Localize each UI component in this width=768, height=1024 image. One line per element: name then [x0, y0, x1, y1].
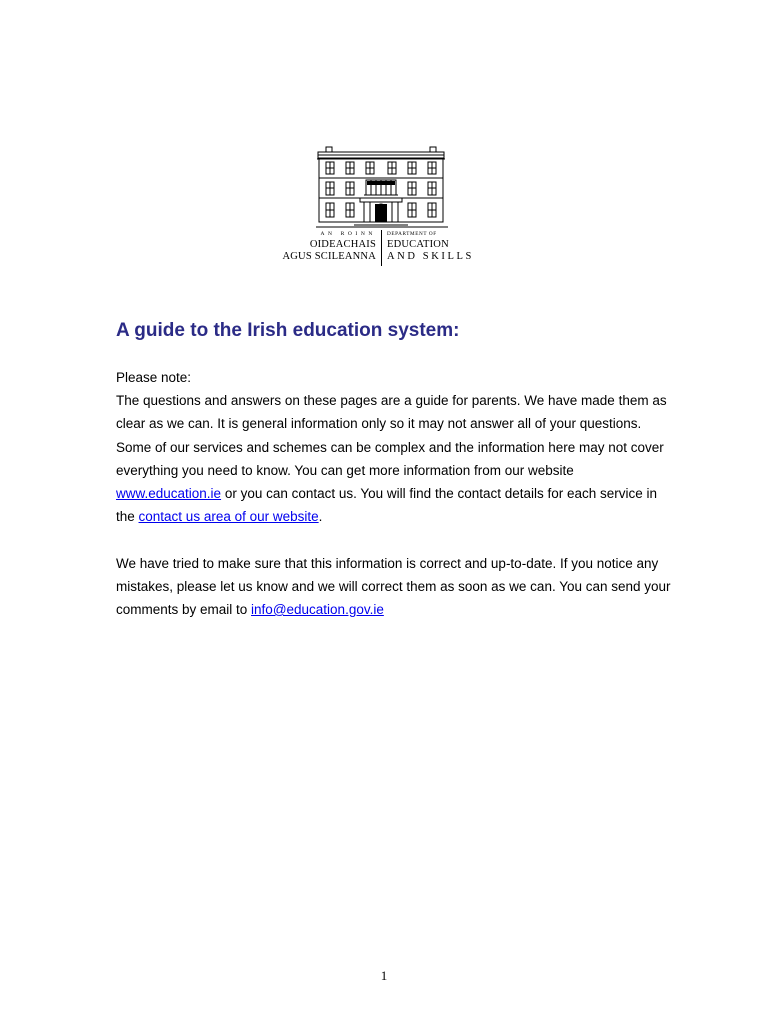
intro-text-3: . — [318, 509, 323, 525]
paragraph-spacer — [116, 528, 676, 551]
logo-irish-name — [282, 230, 376, 263]
document-body — [116, 366, 676, 621]
logo-wordmark — [270, 230, 486, 268]
education-website-link[interactable]: www.education.ie — [116, 486, 222, 502]
corrections-paragraph — [116, 552, 676, 622]
please-note-label: Please note: — [116, 370, 192, 385]
logo-english-small: DEPARTMENT OF — [387, 231, 437, 237]
logo-english-name — [387, 230, 474, 263]
logo-irish-small: AN ROINN — [320, 231, 376, 237]
page-number: 1 — [380, 968, 388, 983]
contact-us-link[interactable]: contact us area of our website — [138, 509, 319, 525]
intro-text-1: The questions and answers on these pages are a guide for parents. We have made them as clear as we can. It is general information only so it may not answer all of your questions. Some of our services and schemes can be complex and the information here may not cover everything you need to know. You can get more information from our website — [116, 393, 667, 478]
page-title: A guide to the Irish education system: — [116, 320, 460, 341]
email-link[interactable]: info@education.gov.ie — [251, 602, 384, 618]
logo-english-line2: AND SKILLS — [387, 251, 474, 262]
logo-english-line1: EDUCATION — [387, 239, 449, 250]
intro-text-2: or you can contact us. You will find the contact details for each service in the — [116, 486, 658, 525]
logo-divider — [381, 230, 382, 266]
intro-paragraph — [116, 389, 676, 528]
corrections-text: We have tried to make sure that this information is correct and up-to-date. If you notice any mistakes, please let us know and we will correct them as soon as we can. You can send your comments by email to — [116, 555, 671, 618]
logo-irish-line1: OIDEACHAIS — [309, 239, 376, 250]
department-logo — [270, 146, 486, 268]
building-crest-icon — [316, 146, 448, 228]
logo-irish-line2: AGUS SCILEANNA — [282, 251, 376, 262]
